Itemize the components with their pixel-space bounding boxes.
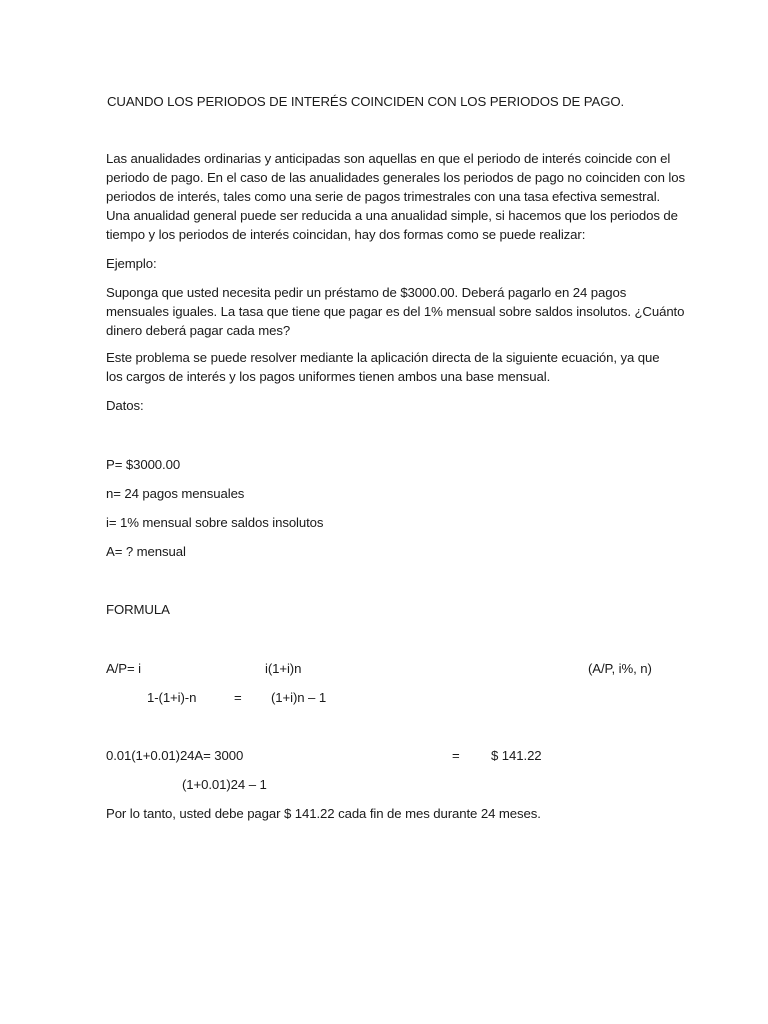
intro-line-2: periodo de pago. En el caso de las anualidades generales los periodos de pago no coinciden con los: [106, 170, 685, 185]
formula-label: FORMULA: [106, 602, 170, 617]
example-line-2: mensuales iguales. La tasa que tiene que pagar es del 1% mensual sobre saldos insolutos. ¿Cuánto: [106, 304, 685, 319]
calc-numerator: 0.01(1+0.01)24A= 3000: [106, 748, 244, 763]
calc-equals: =: [452, 748, 460, 763]
example-line-1: Suponga que usted necesita pedir un préstamo de $3000.00. Deberá pagarlo en 24 pagos: [106, 285, 627, 300]
formula-lhs: A/P= i: [106, 661, 141, 676]
problem-line-2: los cargos de interés y los pagos uniformes tienen ambos una base mensual.: [106, 369, 551, 384]
problem-line-1: Este problema se puede resolver mediante la aplicación directa de la siguiente ecuación, ya que: [106, 350, 660, 365]
calc-result: $ 141.22: [491, 748, 542, 763]
intro-line-4: Una anualidad general puede ser reducida a una anualidad simple, si hacemos que los periodos de: [106, 208, 678, 223]
formula-denominator-right: (1+i)n – 1: [271, 690, 327, 705]
intro-line-5: tiempo y los periodos de interés coincidan, hay dos formas como se puede realizar:: [106, 227, 586, 242]
intro-line-3: periodos de interés, tales como una serie de pagos trimestrales con una tasa efectiva semestral.: [106, 189, 661, 204]
formula-numerator: i(1+i)n: [265, 661, 302, 676]
data-item-p: P= $3000.00: [106, 457, 181, 472]
formula-equals: =: [234, 690, 242, 705]
data-item-a: A= ? mensual: [106, 544, 186, 559]
document-heading: CUANDO LOS PERIODOS DE INTERÉS COINCIDEN CON LOS PERIODOS DE PAGO.: [107, 94, 625, 109]
example-label: Ejemplo:: [106, 256, 157, 271]
data-item-n: n= 24 pagos mensuales: [106, 486, 245, 501]
calc-denominator: (1+0.01)24 – 1: [182, 777, 267, 792]
formula-denominator-left: 1-(1+i)-n: [147, 690, 197, 705]
formula-notation: (A/P, i%, n): [588, 661, 652, 676]
data-label: Datos:: [106, 398, 144, 413]
intro-line-1: Las anualidades ordinarias y anticipadas son aquellas en que el periodo de interés coincide con el: [106, 151, 671, 166]
conclusion-text: Por lo tanto, usted debe pagar $ 141.22 cada fin de mes durante 24 meses.: [106, 806, 541, 821]
example-line-3: dinero deberá pagar cada mes?: [106, 323, 291, 338]
data-item-i: i= 1% mensual sobre saldos insolutos: [106, 515, 324, 530]
